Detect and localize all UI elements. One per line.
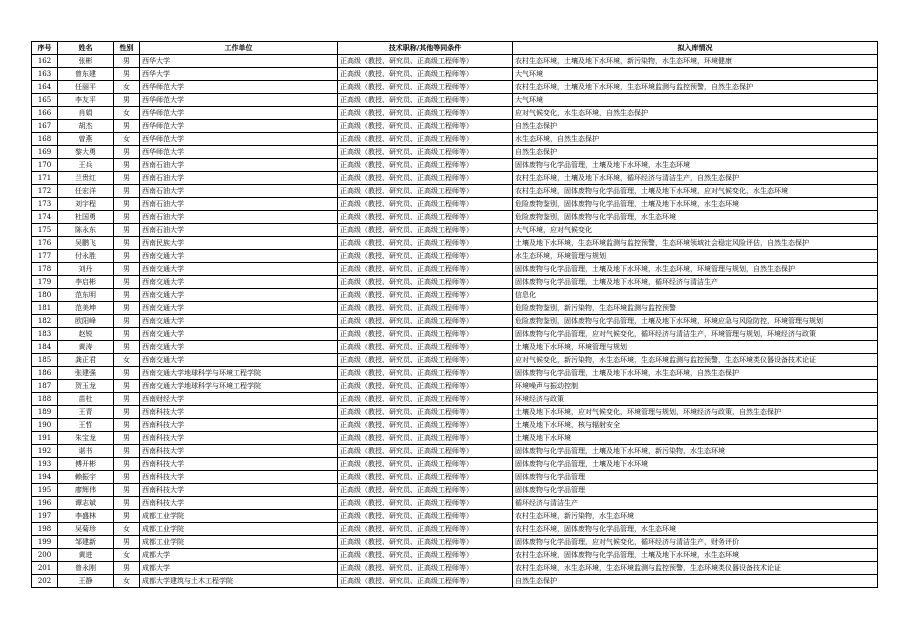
cell-gender: 男 — [114, 250, 140, 263]
cell-gender: 男 — [114, 211, 140, 224]
cell-name: 苗杜 — [58, 393, 114, 406]
cell-employer: 西南交通大学地球科学与环境工程学院 — [140, 380, 338, 393]
cell-expertise: 固体废物与化学品管理，土壤及地下水环境，水生态环境 — [513, 159, 878, 172]
cell-title: 正高级（教授、研究员、正高级工程师等） — [338, 523, 513, 536]
cell-serial: 169 — [32, 146, 58, 159]
cell-gender: 男 — [114, 224, 140, 237]
cell-employer: 西南交通大学 — [140, 341, 338, 354]
cell-expertise: 农村生态环境，固体废物与化学品管理，水生态环境 — [513, 523, 878, 536]
cell-serial: 166 — [32, 107, 58, 120]
cell-employer: 西南交通大学 — [140, 354, 338, 367]
cell-title: 正高级（教授、研究员、正高级工程师等） — [338, 211, 513, 224]
cell-employer: 西华师范大学 — [140, 107, 338, 120]
cell-gender: 女 — [114, 107, 140, 120]
cell-employer: 西南科技大学 — [140, 419, 338, 432]
cell-expertise: 农村生态环境，固体废物与化学品管理，土壤及地下水环境，应对气候变化，水生态环境 — [513, 185, 878, 198]
cell-expertise: 固体废物与化学品管理，土壤及地下水环境 — [513, 458, 878, 471]
cell-employer: 西华师范大学 — [140, 120, 338, 133]
header-employer: 工作单位 — [140, 42, 338, 55]
cell-name: 李启彬 — [58, 276, 114, 289]
cell-expertise: 农村生态环境，新污染物，水生态环境 — [513, 510, 878, 523]
cell-title: 正高级（教授、研究员、正高级工程师等） — [338, 289, 513, 302]
cell-expertise: 应对气候变化，新污染物，水生态环境，生态环境监测与监控预警，生态环境类仪器设备技术论证 — [513, 354, 878, 367]
cell-serial: 188 — [32, 393, 58, 406]
cell-serial: 201 — [32, 562, 58, 575]
cell-employer: 西南交通大学 — [140, 263, 338, 276]
cell-name: 付永胜 — [58, 250, 114, 263]
cell-serial: 178 — [32, 263, 58, 276]
cell-gender: 男 — [114, 562, 140, 575]
cell-serial: 177 — [32, 250, 58, 263]
cell-employer: 西南科技大学 — [140, 458, 338, 471]
cell-serial: 185 — [32, 354, 58, 367]
cell-employer: 西华大学 — [140, 68, 338, 81]
table-row — [32, 510, 878, 523]
table-row — [32, 94, 878, 107]
table-row — [32, 523, 878, 536]
cell-gender: 男 — [114, 367, 140, 380]
cell-title: 正高级（教授、研究员、正高级工程师等） — [338, 146, 513, 159]
cell-gender: 女 — [114, 575, 140, 588]
cell-serial: 172 — [32, 185, 58, 198]
cell-name: 胡杰 — [58, 120, 114, 133]
cell-serial: 179 — [32, 276, 58, 289]
cell-title: 正高级（教授、研究员、正高级工程师等） — [338, 497, 513, 510]
header-name: 姓名 — [58, 42, 114, 55]
cell-gender: 男 — [114, 497, 140, 510]
cell-gender: 男 — [114, 263, 140, 276]
cell-gender: 男 — [114, 484, 140, 497]
cell-employer: 西华师范大学 — [140, 81, 338, 94]
cell-employer: 西华大学 — [140, 55, 338, 68]
cell-employer: 西南交通大学 — [140, 328, 338, 341]
cell-title: 正高级（教授、研究员、正高级工程师等） — [338, 549, 513, 562]
cell-name: 欧阳峰 — [58, 315, 114, 328]
cell-employer: 西南石油大学 — [140, 172, 338, 185]
table-row — [32, 185, 878, 198]
cell-serial: 198 — [32, 523, 58, 536]
cell-serial: 199 — [32, 536, 58, 549]
cell-gender: 男 — [114, 68, 140, 81]
cell-title: 正高级（教授、研究员、正高级工程师等） — [338, 250, 513, 263]
cell-gender: 男 — [114, 289, 140, 302]
cell-serial: 171 — [32, 172, 58, 185]
cell-name: 杜国勇 — [58, 211, 114, 224]
cell-serial: 164 — [32, 81, 58, 94]
cell-name: 廖辉伟 — [58, 484, 114, 497]
table-row — [32, 419, 878, 432]
cell-name: 曾燕 — [58, 133, 114, 146]
cell-serial: 192 — [32, 445, 58, 458]
header-serial: 序号 — [32, 42, 58, 55]
table-row — [32, 575, 878, 588]
cell-serial: 196 — [32, 497, 58, 510]
cell-serial: 174 — [32, 211, 58, 224]
cell-employer: 西南民族大学 — [140, 237, 338, 250]
cell-employer: 西南交通大学 — [140, 289, 338, 302]
cell-expertise: 固体废物与化学品管理，土壤及地下水环境，水生态环境，自然生态保护 — [513, 367, 878, 380]
cell-gender: 男 — [114, 380, 140, 393]
cell-title: 正高级（教授、研究员、正高级工程师等） — [338, 341, 513, 354]
cell-gender: 男 — [114, 328, 140, 341]
cell-title: 正高级（教授、研究员、正高级工程师等） — [338, 471, 513, 484]
table-row — [32, 432, 878, 445]
table-row — [32, 328, 878, 341]
cell-name: 黄涛 — [58, 341, 114, 354]
cell-expertise: 大气环境 — [513, 94, 878, 107]
cell-gender: 女 — [114, 81, 140, 94]
cell-expertise: 固体废物与化学品管理 — [513, 471, 878, 484]
table-row — [32, 562, 878, 575]
cell-name: 谭志斌 — [58, 497, 114, 510]
cell-title: 正高级（教授、研究员、正高级工程师等） — [338, 328, 513, 341]
cell-employer: 西南科技大学 — [140, 471, 338, 484]
header-expertise: 拟入库情况 — [513, 42, 878, 55]
cell-title: 正高级（教授、研究员、正高级工程师等） — [338, 120, 513, 133]
cell-employer: 西南石油大学 — [140, 159, 338, 172]
table-row — [32, 120, 878, 133]
cell-expertise: 水生态环境，自然生态保护 — [513, 133, 878, 146]
cell-gender: 男 — [114, 510, 140, 523]
table-row — [32, 471, 878, 484]
cell-title: 正高级（教授、研究员、正高级工程师等） — [338, 302, 513, 315]
cell-employer: 成都工业学院 — [140, 523, 338, 536]
table-row — [32, 341, 878, 354]
cell-employer: 西南科技大学 — [140, 406, 338, 419]
cell-gender: 男 — [114, 302, 140, 315]
cell-employer: 西南科技大学 — [140, 497, 338, 510]
cell-serial: 168 — [32, 133, 58, 146]
cell-expertise: 环境经济与政策 — [513, 393, 878, 406]
cell-name: 黎大勇 — [58, 146, 114, 159]
cell-name: 邹建新 — [58, 536, 114, 549]
cell-title: 正高级（教授、研究员、正高级工程师等） — [338, 393, 513, 406]
cell-employer: 西南交通大学 — [140, 302, 338, 315]
table-row — [32, 250, 878, 263]
table-row — [32, 263, 878, 276]
cell-name: 李盛林 — [58, 510, 114, 523]
cell-expertise: 土壤及地下水环境，生态环境监测与监控预警，生态环境领域社会稳定风险评估，自然生态保护 — [513, 237, 878, 250]
cell-title: 正高级（教授、研究员、正高级工程师等） — [338, 185, 513, 198]
cell-serial: 184 — [32, 341, 58, 354]
cell-title: 正高级（教授、研究员、正高级工程师等） — [338, 237, 513, 250]
cell-title: 正高级（教授、研究员、正高级工程师等） — [338, 81, 513, 94]
cell-employer: 西南科技大学 — [140, 432, 338, 445]
cell-name: 黄进 — [58, 549, 114, 562]
cell-name: 王哲 — [58, 419, 114, 432]
cell-expertise: 土壤及地下水环境，环境管理与规划 — [513, 341, 878, 354]
table-row — [32, 172, 878, 185]
cell-expertise: 农村生态环境，水生态环境，生态环境监测与监控预警，生态环境类仪器设备技术论证 — [513, 562, 878, 575]
cell-gender: 女 — [114, 523, 140, 536]
cell-expertise: 自然生态保护 — [513, 575, 878, 588]
cell-title: 正高级（教授、研究员、正高级工程师等） — [338, 263, 513, 276]
table-row — [32, 367, 878, 380]
cell-name: 曾永刚 — [58, 562, 114, 575]
cell-employer: 西南石油大学 — [140, 211, 338, 224]
cell-employer: 西南财经大学 — [140, 393, 338, 406]
cell-expertise: 固体废物与化学品管理，土壤及地下水环境，水生态环境，环境管理与规划，自然生态保护 — [513, 263, 878, 276]
cell-name: 刘宇程 — [58, 198, 114, 211]
cell-name: 任丽平 — [58, 81, 114, 94]
table-header-row — [32, 42, 878, 55]
cell-gender: 男 — [114, 315, 140, 328]
cell-gender: 男 — [114, 55, 140, 68]
cell-title: 正高级（教授、研究员、正高级工程师等） — [338, 458, 513, 471]
cell-expertise: 土壤及地下水环境，核与辐射安全 — [513, 419, 878, 432]
cell-name: 王兵 — [58, 159, 114, 172]
cell-serial: 202 — [32, 575, 58, 588]
cell-name: 刘丹 — [58, 263, 114, 276]
cell-title: 正高级（教授、研究员、正高级工程师等） — [338, 354, 513, 367]
cell-name: 曾东建 — [58, 68, 114, 81]
cell-serial: 180 — [32, 289, 58, 302]
cell-title: 正高级（教授、研究员、正高级工程师等） — [338, 575, 513, 588]
cell-name: 吴鹏飞 — [58, 237, 114, 250]
cell-expertise: 农村生态环境，土壤及地下水环境，新污染物，水生态环境，环境健康 — [513, 55, 878, 68]
cell-name: 陈永东 — [58, 224, 114, 237]
cell-name: 王静 — [58, 575, 114, 588]
cell-serial: 195 — [32, 484, 58, 497]
cell-expertise: 大气环境，应对气候变化 — [513, 224, 878, 237]
cell-expertise: 自然生态保护 — [513, 146, 878, 159]
cell-serial: 167 — [32, 120, 58, 133]
cell-title: 正高级（教授、研究员、正高级工程师等） — [338, 367, 513, 380]
cell-title: 正高级（教授、研究员、正高级工程师等） — [338, 484, 513, 497]
cell-employer: 西南交通大学地球科学与环境工程学院 — [140, 367, 338, 380]
table-row — [32, 354, 878, 367]
cell-gender: 男 — [114, 159, 140, 172]
cell-employer: 成都工业学院 — [140, 536, 338, 549]
cell-expertise: 危险废物鉴别，新污染物，生态环境监测与监控预警 — [513, 302, 878, 315]
cell-employer: 西南交通大学 — [140, 315, 338, 328]
cell-serial: 194 — [32, 471, 58, 484]
cell-title: 正高级（教授、研究员、正高级工程师等） — [338, 536, 513, 549]
cell-title: 正高级（教授、研究员、正高级工程师等） — [338, 510, 513, 523]
cell-name: 肖娟 — [58, 107, 114, 120]
cell-gender: 女 — [114, 354, 140, 367]
table-row — [32, 393, 878, 406]
cell-gender: 女 — [114, 549, 140, 562]
cell-employer: 西南科技大学 — [140, 484, 338, 497]
cell-gender: 男 — [114, 419, 140, 432]
cell-gender: 男 — [114, 393, 140, 406]
table-body — [32, 55, 878, 588]
table-row — [32, 315, 878, 328]
cell-serial: 190 — [32, 419, 58, 432]
cell-name: 范东明 — [58, 289, 114, 302]
cell-employer: 成都大学建筑与土木工程学院 — [140, 575, 338, 588]
cell-employer: 成都工业学院 — [140, 510, 338, 523]
cell-name: 兰贵红 — [58, 172, 114, 185]
table-row — [32, 484, 878, 497]
cell-gender: 男 — [114, 341, 140, 354]
cell-gender: 男 — [114, 536, 140, 549]
cell-gender: 男 — [114, 120, 140, 133]
cell-serial: 183 — [32, 328, 58, 341]
cell-title: 正高级（教授、研究员、正高级工程师等） — [338, 276, 513, 289]
cell-gender: 男 — [114, 146, 140, 159]
cell-serial: 163 — [32, 68, 58, 81]
cell-title: 正高级（教授、研究员、正高级工程师等） — [338, 380, 513, 393]
cell-serial: 176 — [32, 237, 58, 250]
cell-gender: 男 — [114, 185, 140, 198]
cell-employer: 西南石油大学 — [140, 224, 338, 237]
cell-employer: 西南石油大学 — [140, 198, 338, 211]
cell-serial: 200 — [32, 549, 58, 562]
cell-serial: 182 — [32, 315, 58, 328]
cell-gender: 男 — [114, 172, 140, 185]
cell-title: 正高级（教授、研究员、正高级工程师等） — [338, 315, 513, 328]
cell-gender: 女 — [114, 133, 140, 146]
cell-title: 正高级（教授、研究员、正高级工程师等） — [338, 224, 513, 237]
cell-expertise: 固体废物与化学品管理 — [513, 484, 878, 497]
cell-serial: 162 — [32, 55, 58, 68]
cell-name: 范美坤 — [58, 302, 114, 315]
table-row — [32, 536, 878, 549]
cell-gender: 男 — [114, 458, 140, 471]
cell-expertise: 农村生态环境，固体废物与化学品管理，土壤及地下水环境，水生态环境 — [513, 549, 878, 562]
cell-employer: 成都大学 — [140, 562, 338, 575]
cell-title: 正高级（教授、研究员、正高级工程师等） — [338, 107, 513, 120]
cell-expertise: 固体废物与化学品管理，土壤及地下水环境，循环经济与清洁生产 — [513, 276, 878, 289]
cell-name: 朱宝龙 — [58, 432, 114, 445]
cell-expertise: 农村生态环境，土壤及地下水环境，生态环境监测与监控预警，自然生态保护 — [513, 81, 878, 94]
cell-title: 正高级（教授、研究员、正高级工程师等） — [338, 94, 513, 107]
cell-expertise: 应对气候变化，水生态环境，自然生态保护 — [513, 107, 878, 120]
cell-title: 正高级（教授、研究员、正高级工程师等） — [338, 55, 513, 68]
table-row — [32, 406, 878, 419]
table-row — [32, 198, 878, 211]
table-row — [32, 133, 878, 146]
expert-table — [31, 41, 878, 588]
table-row — [32, 68, 878, 81]
cell-serial: 187 — [32, 380, 58, 393]
cell-expertise: 危险废物鉴别，固体废物与化学品管理，水生态环境 — [513, 211, 878, 224]
table-row — [32, 445, 878, 458]
cell-name: 王青 — [58, 406, 114, 419]
cell-serial: 186 — [32, 367, 58, 380]
cell-serial: 193 — [32, 458, 58, 471]
cell-serial: 189 — [32, 406, 58, 419]
expert-table-sheet — [31, 41, 878, 588]
cell-name: 李友平 — [58, 94, 114, 107]
cell-gender: 男 — [114, 94, 140, 107]
cell-expertise: 危险废物鉴别，固体废物与化学品管理，土壤及地下水环境，环境应急与风险防控，环境管理与规划 — [513, 315, 878, 328]
table-row — [32, 81, 878, 94]
table-row — [32, 211, 878, 224]
cell-title: 正高级（教授、研究员、正高级工程师等） — [338, 419, 513, 432]
cell-title: 正高级（教授、研究员、正高级工程师等） — [338, 562, 513, 575]
table-row — [32, 549, 878, 562]
cell-expertise: 环境噪声与振动控制 — [513, 380, 878, 393]
table-row — [32, 302, 878, 315]
cell-employer: 西华师范大学 — [140, 146, 338, 159]
cell-name: 龚正君 — [58, 354, 114, 367]
cell-employer: 西南交通大学 — [140, 276, 338, 289]
cell-employer: 西华师范大学 — [140, 133, 338, 146]
table-row — [32, 380, 878, 393]
cell-expertise: 农村生态环境，土壤及地下水环境，循环经济与清洁生产，自然生态保护 — [513, 172, 878, 185]
cell-expertise: 水生态环境，环境管理与规划 — [513, 250, 878, 263]
cell-title: 正高级（教授、研究员、正高级工程师等） — [338, 159, 513, 172]
cell-name: 贺玉龙 — [58, 380, 114, 393]
cell-employer: 西华师范大学 — [140, 94, 338, 107]
cell-serial: 175 — [32, 224, 58, 237]
cell-name: 谌书 — [58, 445, 114, 458]
cell-title: 正高级（教授、研究员、正高级工程师等） — [338, 432, 513, 445]
table-row — [32, 55, 878, 68]
cell-title: 正高级（教授、研究员、正高级工程师等） — [338, 198, 513, 211]
table-row — [32, 224, 878, 237]
table-row — [32, 458, 878, 471]
cell-serial: 170 — [32, 159, 58, 172]
cell-name: 张建强 — [58, 367, 114, 380]
cell-serial: 173 — [32, 198, 58, 211]
cell-expertise: 固体废物与化学品管理，土壤及地下水环境，新污染物，水生态环境 — [513, 445, 878, 458]
cell-expertise: 土壤及地下水环境 — [513, 432, 878, 445]
cell-serial: 181 — [32, 302, 58, 315]
header-title: 技术职称/其他等同条件 — [338, 42, 513, 55]
cell-serial: 197 — [32, 510, 58, 523]
cell-gender: 男 — [114, 276, 140, 289]
table-row — [32, 237, 878, 250]
cell-employer: 西南科技大学 — [140, 445, 338, 458]
cell-name: 任宏洋 — [58, 185, 114, 198]
header-gender: 性别 — [114, 42, 140, 55]
cell-employer: 西南交通大学 — [140, 250, 338, 263]
cell-serial: 191 — [32, 432, 58, 445]
cell-expertise: 循环经济与清洁生产 — [513, 497, 878, 510]
cell-gender: 男 — [114, 471, 140, 484]
cell-expertise: 信息化 — [513, 289, 878, 302]
cell-title: 正高级（教授、研究员、正高级工程师等） — [338, 172, 513, 185]
cell-expertise: 固体废物与化学品管理，应对气候变化，循环经济与清洁生产，财务评价 — [513, 536, 878, 549]
cell-name: 赖振宇 — [58, 471, 114, 484]
cell-gender: 男 — [114, 445, 140, 458]
cell-name: 吴菊珍 — [58, 523, 114, 536]
cell-name: 赵锐 — [58, 328, 114, 341]
cell-gender: 男 — [114, 198, 140, 211]
cell-title: 正高级（教授、研究员、正高级工程师等） — [338, 445, 513, 458]
cell-serial: 165 — [32, 94, 58, 107]
cell-expertise: 土壤及地下水环境，应对气候变化，环境管理与规划，环境经济与政策，自然生态保护 — [513, 406, 878, 419]
table-row — [32, 107, 878, 120]
cell-gender: 男 — [114, 406, 140, 419]
cell-title: 正高级（教授、研究员、正高级工程师等） — [338, 133, 513, 146]
table-row — [32, 289, 878, 302]
cell-title: 正高级（教授、研究员、正高级工程师等） — [338, 406, 513, 419]
cell-gender: 男 — [114, 237, 140, 250]
table-row — [32, 159, 878, 172]
table-row — [32, 146, 878, 159]
cell-title: 正高级（教授、研究员、正高级工程师等） — [338, 68, 513, 81]
cell-name: 张彬 — [58, 55, 114, 68]
table-row — [32, 497, 878, 510]
cell-employer: 成都大学 — [140, 549, 338, 562]
cell-expertise: 自然生态保护 — [513, 120, 878, 133]
cell-expertise: 危险废物鉴别，固体废物与化学品管理，土壤及地下水环境，水生态环境 — [513, 198, 878, 211]
cell-name: 傅开彬 — [58, 458, 114, 471]
table-row — [32, 276, 878, 289]
cell-expertise: 固体废物与化学品管理，应对气候变化，循环经济与清洁生产，环境管理与规划，环境经济与政策 — [513, 328, 878, 341]
cell-expertise: 大气环境 — [513, 68, 878, 81]
cell-employer: 西南石油大学 — [140, 185, 338, 198]
cell-gender: 男 — [114, 432, 140, 445]
